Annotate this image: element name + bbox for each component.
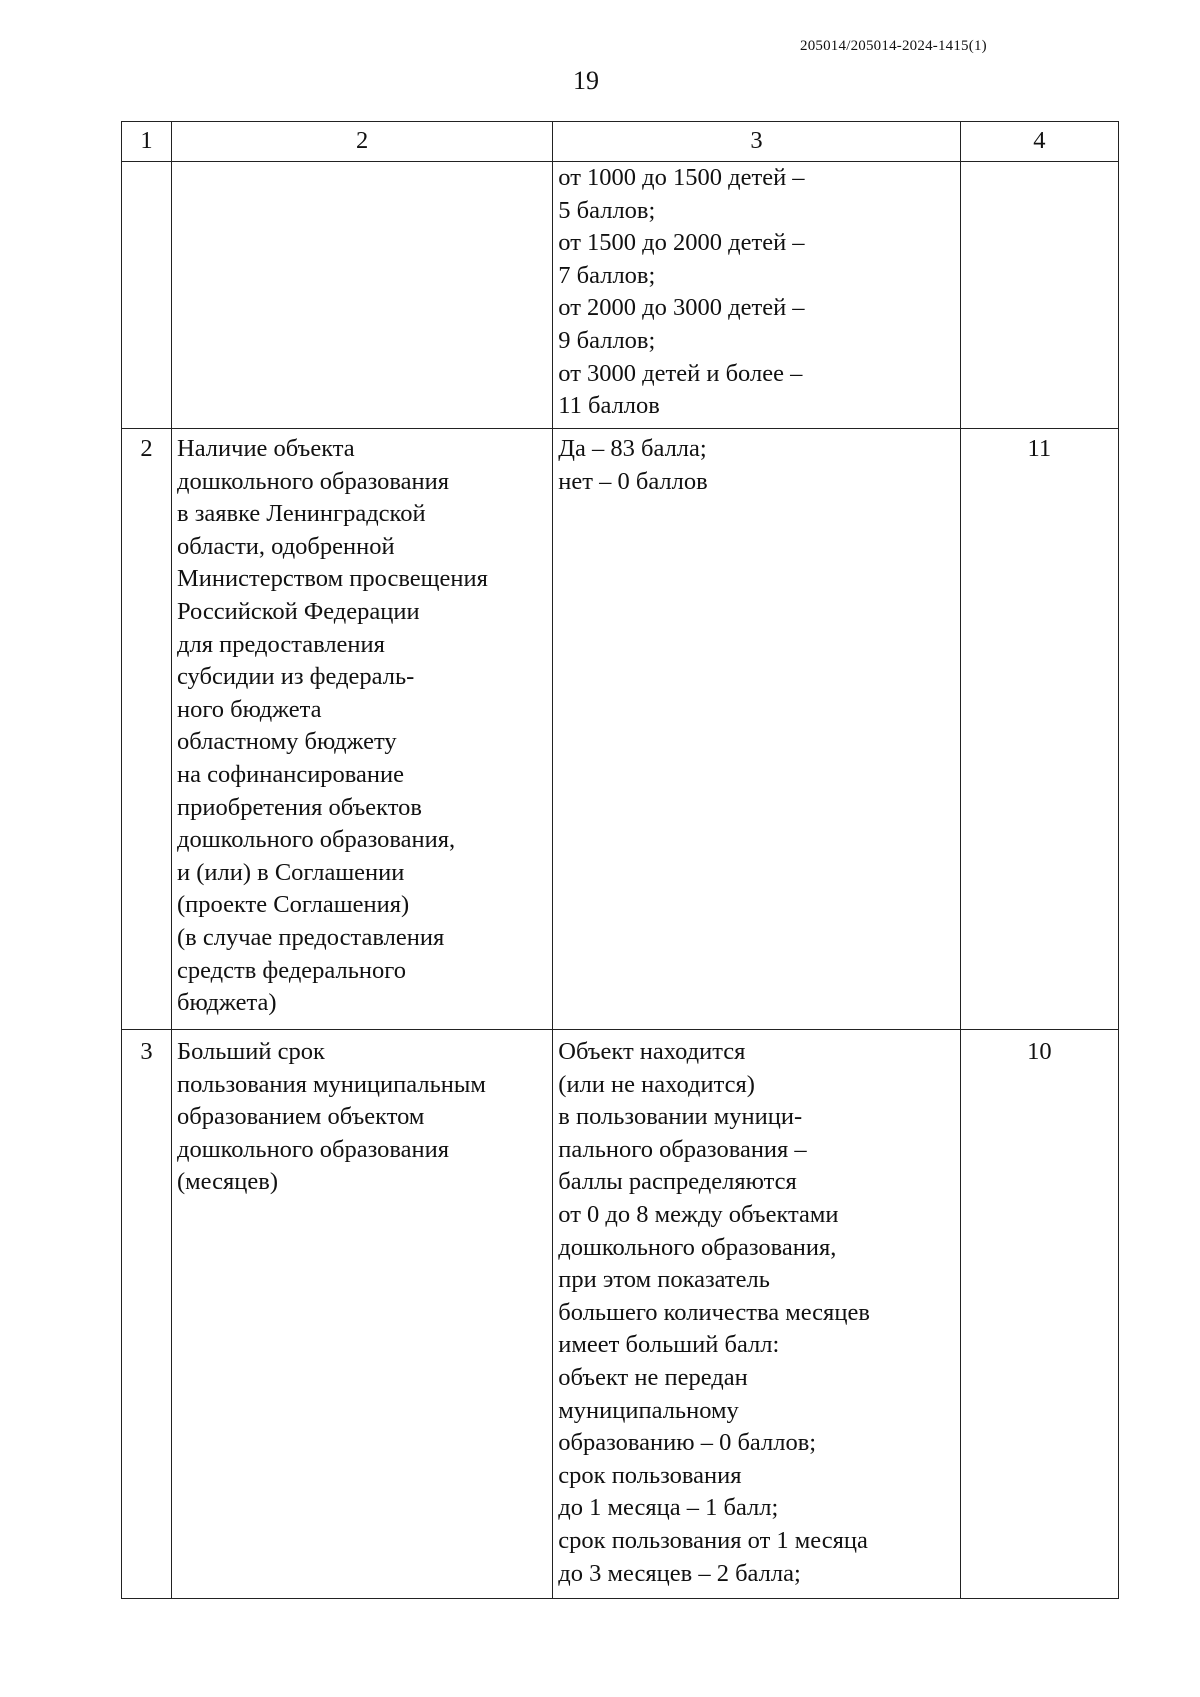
criterion-line: (проекте Соглашения) [177,891,410,919]
column-header-3: 3 [553,122,960,162]
criterion-line: ного бюджета [177,695,322,723]
scoring-line: (или не находится) [558,1070,755,1098]
scoring-line: баллы распределяются [558,1168,797,1196]
scoring-line: большего количества месяцев [558,1298,870,1326]
scoring-line: Объект находится [558,1038,746,1065]
scoring-line: нет – 0 баллов [558,467,708,495]
criterion-line: приобретения объектов [177,793,422,821]
criterion-cell [172,429,553,1030]
scoring-line: от 0 до 8 между объектами [558,1200,839,1228]
table-row [122,1030,1119,1599]
criterion-cell [172,1030,553,1599]
criterion-cell [172,162,553,429]
scoring-line: 11 баллов [558,392,660,420]
row-number [122,162,172,429]
scoring-line: муниципальному [558,1396,739,1424]
scoring-cell [553,1030,960,1599]
weight-cell [960,162,1118,429]
scoring-line: срок пользования от 1 месяца [558,1526,868,1554]
scoring-line: до 1 месяца – 1 балл; [558,1494,779,1522]
criterion-line: дошкольного образования [177,1135,449,1163]
criterion-line: бюджета) [177,989,277,1017]
weight-cell: 11 [960,429,1118,1030]
criterion-line: областному бюджету [177,728,397,756]
column-header-4: 4 [960,122,1118,162]
criterion-line: образованием объектом [177,1103,425,1131]
criterion-line: дошкольного образования [177,467,449,495]
criteria-table [121,121,1119,1599]
column-header-row [122,122,1119,162]
criterion-line: Больший срок [177,1038,325,1065]
criterion-line: пользования муниципальным [177,1070,486,1098]
scoring-line: от 1000 до 1500 детей – [558,164,805,191]
document-id: 205014/205014-2024-1415(1) [800,38,987,54]
criterion-line: дошкольного образования, [177,826,456,854]
criterion-line: области, одобренной [177,532,395,560]
scoring-line: при этом показатель [558,1266,770,1294]
scoring-line: объект не передан [558,1363,748,1391]
criterion-line: в заявке Ленинградской [177,500,426,528]
table-row [122,162,1119,429]
scoring-line: от 2000 до 3000 детей – [558,294,805,322]
scoring-cell [553,162,960,429]
criterion-line: (в случае предоставления [177,923,445,951]
scoring-cell [553,429,960,1030]
criterion-line: и (или) в Соглашении [177,858,405,886]
criterion-line: для предоставления [177,630,385,658]
column-header-1: 1 [122,122,172,162]
scoring-line: дошкольного образования, [558,1233,837,1261]
scoring-line: пального образования – [558,1135,807,1163]
scoring-line: имеет больший балл: [558,1331,780,1359]
scoring-line: 7 баллов; [558,261,656,289]
scoring-line: Да – 83 балла; [558,435,707,462]
scoring-line: образованию – 0 баллов; [558,1429,817,1457]
row-number: 3 [122,1030,172,1599]
scoring-line: до 3 месяцев – 2 балла; [558,1559,801,1587]
scoring-line: от 3000 детей и более – [558,359,803,387]
criterion-line: на софинансирование [177,760,405,788]
scoring-line: 5 баллов; [558,196,656,224]
page-number: 19 [573,66,599,95]
table-row [122,429,1119,1030]
criterion-line: субсидии из федераль- [177,663,415,691]
scoring-line: срок пользования [558,1461,742,1489]
criterion-line: Наличие объекта [177,435,355,462]
row-number: 2 [122,429,172,1030]
criterion-line: средств федерального [177,956,406,984]
column-header-2: 2 [172,122,553,162]
weight-cell: 10 [960,1030,1118,1599]
scoring-line: в пользовании муници- [558,1103,803,1131]
scoring-line: от 1500 до 2000 детей – [558,229,805,257]
criterion-line: Российской Федерации [177,597,420,625]
criterion-line: (месяцев) [177,1168,279,1196]
scoring-line: 9 баллов; [558,326,656,354]
criterion-line: Министерством просвещения [177,565,488,593]
